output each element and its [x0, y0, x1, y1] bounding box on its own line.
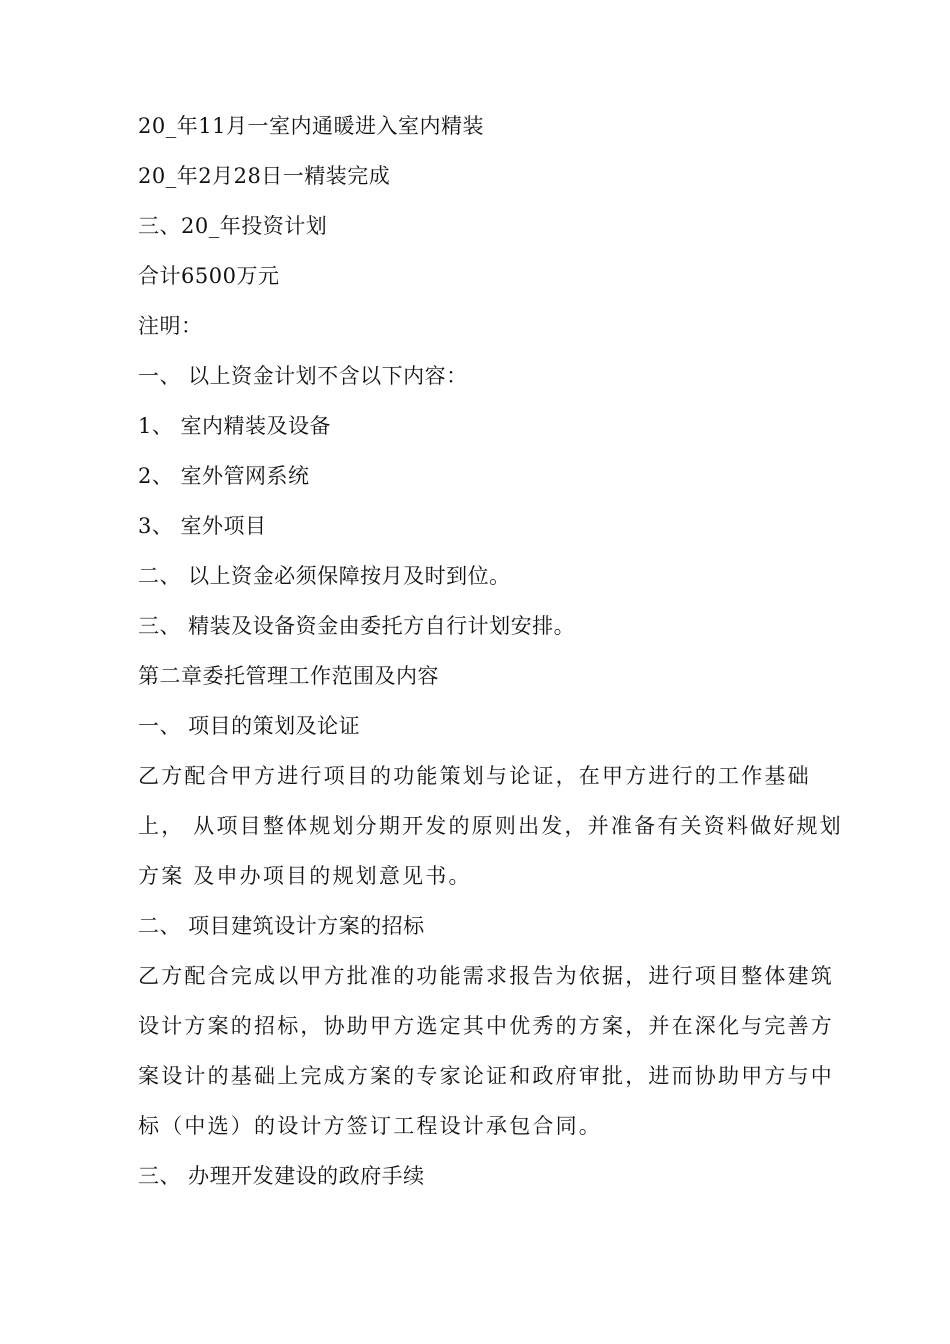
text-line: 三、 精装及设备资金由委托方自行计划安排。: [138, 614, 576, 638]
text-line: 一、 以上资金计划不含以下内容：: [138, 364, 468, 388]
list-item: 2、 室外管网系统: [138, 464, 310, 488]
paragraph-line: 乙方配合完成以甲方批准的功能需求报告为依据，进行项目整体建筑: [138, 964, 834, 988]
paragraph-line: 设计方案的招标，协助甲方选定其中优秀的方案，并在深化与完善方: [138, 1014, 834, 1038]
section-heading: 二、 项目建筑设计方案的招标: [138, 914, 425, 938]
paragraph-line: 方案 及申办项目的规划意见书。: [138, 864, 472, 888]
text-line: 20_年11月一室内通暖进入室内精装: [138, 114, 484, 138]
list-item: 1、 室内精装及设备: [138, 414, 332, 438]
paragraph-line: 案设计的基础上完成方案的专家论证和政府审批，进而协助甲方与中: [138, 1064, 834, 1088]
paragraph-line: 上， 从项目整体规划分期开发的原则出发，并准备有关资料做好规划: [138, 814, 843, 838]
note-heading: 注明：: [138, 314, 203, 338]
paragraph-line: 标（中选）的设计方签订工程设计承包合同。: [138, 1114, 602, 1138]
paragraph-line: 乙方配合甲方进行项目的功能策划与论证，在甲方进行的工作基础: [138, 764, 811, 788]
section-heading: 三、 办理开发建设的政府手续: [138, 1164, 425, 1188]
chapter-heading: 第二章委托管理工作范围及内容: [138, 664, 439, 688]
section-heading: 一、 项目的策划及论证: [138, 714, 361, 738]
text-line: 20_年2月28日一精装完成: [138, 164, 391, 188]
text-line: 二、 以上资金必须保障按月及时到位。: [138, 564, 511, 588]
text-line: 合计6500万元: [138, 264, 280, 288]
list-item: 3、 室外项目: [138, 514, 267, 538]
section-heading: 三、20_年投资计划: [138, 214, 328, 238]
